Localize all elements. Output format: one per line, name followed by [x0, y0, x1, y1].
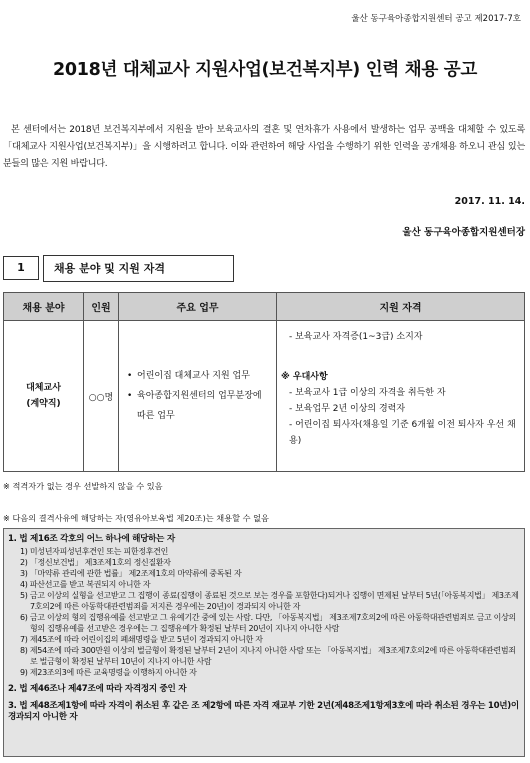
field-line2: (계약직): [26, 399, 61, 409]
field-line1: 대체교사: [26, 383, 61, 393]
table-header-row: [4, 293, 525, 321]
recruitment-table: [3, 292, 525, 472]
disq-section1-title: 1. 법 제16조 각호의 어느 하나에 해당하는 자: [8, 534, 175, 544]
disq-item: 1) 미성년자피성년후견인 또는 피한정후견인: [20, 547, 169, 556]
disq-section3-title: 3. 법 제48조제1항에 따라 자격이 취소된 후 같은 조 제2항에 따른 자격 재교부 기한 2년(제48조제1항제3호에 따라 취소된 경우는 10년)이 경과되지 아니한 자: [8, 701, 519, 722]
disq-item: 3) 「마약류 관리에 관한 법률」 제2조제1호의 마약류에 중독된 자: [20, 569, 242, 578]
header-field: 채용 분야: [4, 293, 84, 321]
notice-date: 2017. 11. 14.: [454, 196, 525, 207]
section-title: 채용 분야 및 지원 자격: [43, 255, 234, 282]
disqualification-box: [3, 528, 525, 757]
preference-title: ※ 우대사항: [281, 372, 328, 382]
disq-item: 5) 금고 이상의 실형을 선고받고 그 집행이 종료(집행이 종료된 것으로 보는 경우를 포함한다)되거나 집행이 면제된 날부터 5년(「아동복지법」 제3조제7호의2에 따른 아동학대관련범죄를 저지른 경우에는 20년)이 경과되지 아니한 자: [20, 591, 519, 611]
preference-item: - 어린이집 퇴사자(채용일 기준 6개월 이전 퇴사자 우선 채용): [289, 420, 516, 446]
disq-section2-title: 2. 법 제46조나 제47조에 따라 자격정지 중인 자: [8, 684, 187, 694]
disq-item: 6) 금고 이상의 형의 집행유예를 선고받고 그 유예기간 중에 있는 사람. 다만, 「아동복지법」 제3조제7호의2에 따른 아동학대관련범죄로 금고 이상의 형의 집행유예를 선고받은 경우에는 그 집행유예가 확정된 날부터 20년이 지나지 아니한 사람: [20, 613, 516, 633]
disq-item: 8) 제54조에 따라 300만원 이상의 벌금형이 확정된 날부터 2년이 지나지 아니한 사람 또는 「아동복지법」 제3조제7호의2에 따른 아동학대관련범죄로 벌금형이 확정된 날부터 10년이 지나지 아니한 사람: [20, 646, 516, 666]
note-disqualification: ※ 다음의 결격사유에 해당하는 자(영유아보육법 제20조)는 채용할 수 없음: [3, 513, 269, 523]
cell-duties: [119, 321, 277, 472]
disq-item: 7) 제45조에 따라 어린이집의 폐쇄명령을 받고 5년이 경과되지 아니한 자: [20, 635, 263, 644]
header-duties: 주요 업무: [119, 293, 277, 321]
cell-qualification: [277, 321, 525, 472]
notice-number: 울산 동구육아종합지원센터 공고 제2017-7호: [351, 14, 521, 24]
disq-item: 2) 「정신보건법」 제3조제1호의 정신질환자: [20, 558, 171, 567]
section-number: 1: [3, 256, 39, 280]
header-qualification: 지원 자격: [277, 293, 525, 321]
duty-item: • 어린이집 대체교사 지원 업무: [127, 366, 272, 386]
duty-item: • 육아종합지원센터의 업무분장에 따른 업무: [127, 386, 272, 426]
header-headcount: 인원: [84, 293, 119, 321]
page-title: 2018년 대체교사 지원사업(보건복지부) 인력 채용 공고: [53, 60, 477, 80]
cell-field: [4, 321, 84, 472]
disq-item: 9) 제23조의3에 따른 교육명령을 이행하지 아니한 자: [20, 668, 197, 677]
table-row: [4, 321, 525, 472]
organization-name: 울산 동구육아종합지원센터장: [402, 227, 525, 238]
qualification-item: - 보육교사 자격증(1~3급) 소지자: [289, 332, 423, 342]
intro-text: [3, 122, 525, 173]
note-no-selection: ※ 적격자가 없는 경우 선발하지 않을 수 있음: [3, 481, 163, 491]
disq-item: 4) 파산선고를 받고 복권되지 아니한 자: [20, 580, 151, 589]
cell-headcount: ○○명: [84, 321, 119, 472]
intro-paragraph: 본 센터에서는 2018년 보건복지부에서 지원을 받아 보육교사의 결혼 및 연차휴가 사용에서 발생하는 업무 공백을 대체할 수 있도록 「대체교사 지원사업(보건복지부)」을 시행하려고 합니다. 이와 관련하여 해당 사업을 수행하기 위한 인력을 공개채용 하오니 관심 있는 분들의 많은 지원 바랍니다.: [3, 125, 525, 169]
preference-item: - 보육교사 1급 이상의 자격을 취득한 자: [289, 388, 446, 398]
preference-item: - 보육업무 2년 이상의 경력자: [289, 404, 406, 414]
